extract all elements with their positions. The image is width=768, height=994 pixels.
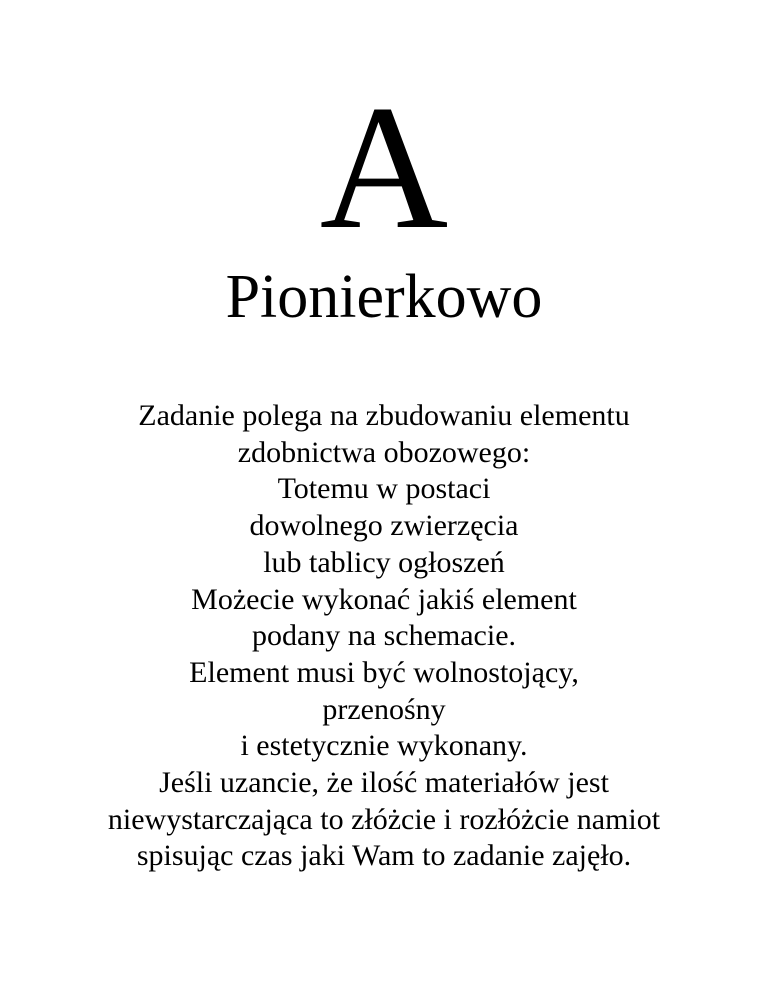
task-line: przenośny <box>322 692 446 726</box>
task-line: Zadanie polega na zbudowaniu elementu <box>138 399 630 432</box>
station-letter: A <box>319 68 449 266</box>
task-description <box>0 398 768 875</box>
task-line: zdobnictwa obozowego: <box>237 435 531 469</box>
station-title: Pionierkowo <box>225 263 543 331</box>
task-line: Możecie wykonać jakiś element <box>191 582 577 616</box>
task-line: podany na schemacie. <box>251 619 517 653</box>
task-line: Totemu w postaci <box>277 472 491 506</box>
task-line: lub tablicy ogłoszeń <box>263 545 505 579</box>
task-line: i estetycznie wykonany. <box>240 729 528 763</box>
task-line: spisując czas jaki Wam to zadanie zajęło. <box>136 839 632 873</box>
task-line: Jeśli uzancie, że ilość materiałów jest <box>159 766 609 800</box>
task-line: dowolnego zwierzęcia <box>249 509 519 543</box>
task-line: Element musi być wolnostojący, <box>189 655 579 689</box>
task-line: niewystarczająca to złóżcie i rozłóżcie namiot <box>107 802 661 836</box>
